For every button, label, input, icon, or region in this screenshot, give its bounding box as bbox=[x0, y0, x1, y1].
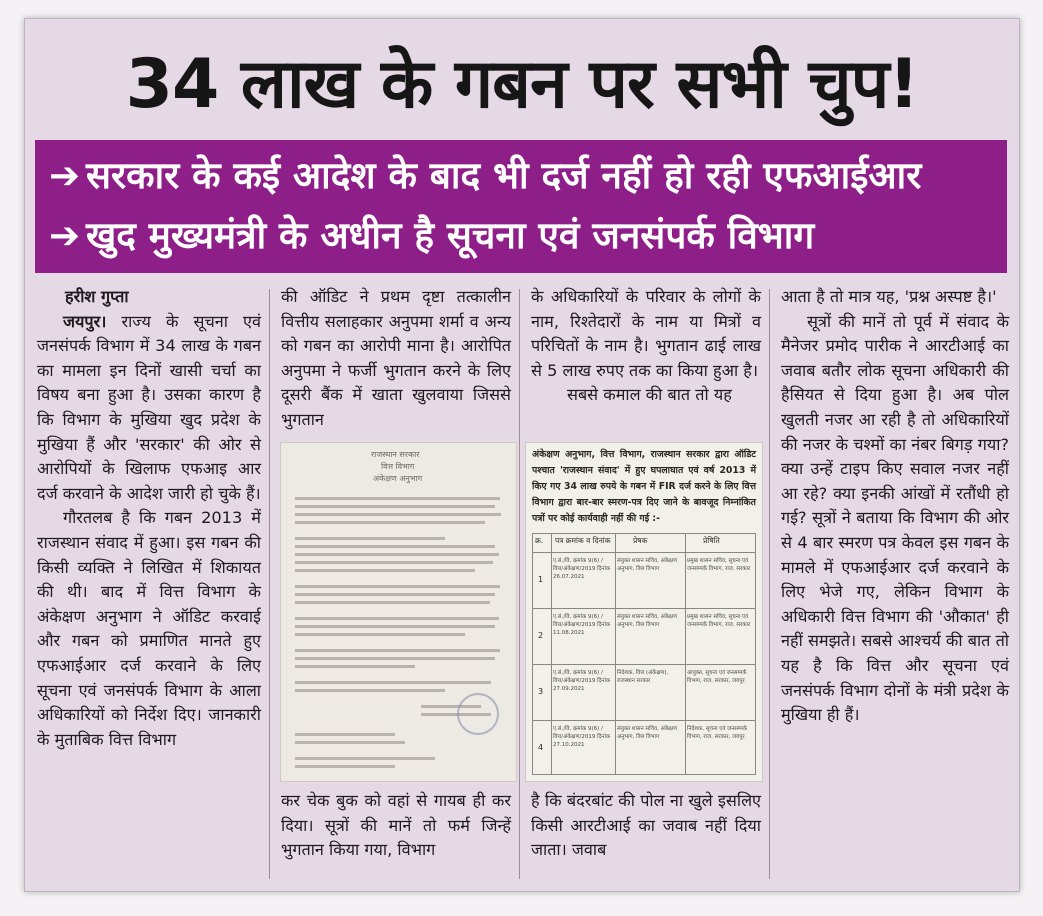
table-cell: निदेशक, सूचना एवं जनसम्पर्क विभाग, राज. सरकार, जयपुर bbox=[687, 726, 748, 740]
subheading-1 bbox=[49, 146, 921, 206]
article-column-4 bbox=[781, 285, 1009, 728]
article-column-1 bbox=[37, 285, 261, 752]
table-cell: प्रमुख शासन सचिव, सूचना एवं जनसम्पर्क विभाग, राज. सरकार bbox=[687, 558, 751, 572]
table-cell: 4 bbox=[538, 743, 544, 752]
dateline: जयपुर। bbox=[63, 311, 107, 331]
column-divider bbox=[269, 289, 270, 879]
column-divider bbox=[769, 289, 770, 879]
paragraph: कर चेक बुक को वहां से गायब ही कर दिया। सूत्रों की मानें तो फर्म जिन्हें भुगतान किया गया, विभाग bbox=[281, 791, 511, 860]
table-cell: 1 bbox=[538, 575, 544, 584]
article-column-2-top bbox=[281, 285, 511, 433]
table-cell: ए.सं./वि. क्रमांक 9(6) / वित्त/अंकेक्षण/2019 दिनांक 11.08.2021 bbox=[553, 614, 611, 636]
table-row bbox=[533, 664, 755, 696]
subheading-1-text: सरकार के कई आदेश के बाद भी दर्ज नहीं हो रही एफआईआर bbox=[86, 154, 922, 197]
letter-header-line: वित्त विभाग bbox=[381, 462, 415, 471]
table-intro: अंकेक्षण अनुभाग, वित्त विभाग, राजस्थान सरकार द्वारा ऑडिट पश्चात 'राजस्थान संवाद' में हुए घपलाघात एवं वर्ष 2013 में किए गए 34 लाख रुपये के गबन में FIR दर्ज करने के लिए वित्त विभाग द्वारा बार-बार स्मरण-पत्र दिए जाने के बावजूद निम्नांकित पत्रों पर कोई कार्यवाही नहीं की गई :- bbox=[532, 449, 756, 524]
table-cell: 3 bbox=[538, 687, 544, 696]
paragraph: सूत्रों की मानें तो पूर्व में संवाद के मैनेजर प्रमोद पारीक ने आरटीआई का जवाब बतौर लोक सूचना अधिकारी की हैसियत से दिया हुआ है। अब पोल खुलती नजर आ रही है तो अधिकारियों की नजर के चश्मों का नंबर बिगड़ गया? क्या उन्हें टाइप किए सवाल नजर नहीं आ रहे? क्या इनकी आंखों में रतौंधी हो गई? सूत्रों ने बताया कि विभाग की ओर से 4 बार स्मरण पत्र केवल इस गबन के मामले में एफआईआर दर्ज करवाने के लिए भेजे गए, लेकिन विभाग के अधिकारी वित्त विभाग की 'औकात' ही नहीं समझते। सबसे आश्चर्य की बात तो यह है कि वित्त और सूचना एवं जनसंपर्क विभाग दोनों के मंत्री प्रदेश के मुखिया ही हैं। bbox=[781, 311, 1009, 725]
subheading-banner bbox=[35, 140, 1007, 273]
paragraph: है कि बंदरबांट की पोल ना खुले इसलिए किसी आरटीआई का जवाब नहीं दिया जाता। जवाब bbox=[531, 791, 761, 860]
paragraph: राज्य के सूचना एवं जनसंपर्क विभाग में 34 लाख के गबन का मामला इन दिनों खासी चर्चा का विषय बना हुआ है। उसका कारण है कि विभाग के मुखिया खुद प्रदेश के मुखिया हैं और 'सरकार' की ओर से आरोपियों के खिलाफ एफआइ आर दर्ज करवाने के आदेश जारी हो चुके हैं। bbox=[37, 311, 261, 503]
letter-header-line: राजस्थान सरकार bbox=[371, 450, 420, 459]
table-cell: आयुक्त, सूचना एवं जनसम्पर्क विभाग, राज. सरकार, जयपुर bbox=[687, 670, 747, 684]
table-row bbox=[533, 552, 755, 584]
table-cell: ए.सं./वि. क्रमांक 9(6) / वित्त/अंकेक्षण/2019 दिनांक 26.07.2021 bbox=[553, 558, 611, 580]
scanned-audit-letter bbox=[280, 442, 517, 782]
subheading-2-text: खुद मुख्यमंत्री के अधीन है सूचना एवं जनसंपर्क विभाग bbox=[86, 214, 815, 257]
table-cell: 2 bbox=[538, 631, 544, 640]
table-cell: संयुक्त शासन सचिव, अंकेक्षण अनुभाग, वित्त विभाग bbox=[617, 726, 677, 740]
table-cell: निदेशक, वित्त (अंकेक्षण), राजस्थान सरकार bbox=[617, 670, 669, 684]
table-row bbox=[533, 720, 755, 752]
paragraph: आता है तो मात्र यह, 'प्रश्न अस्पष्ट है।' bbox=[781, 287, 997, 306]
table-cell: ए.सं./वि. क्रमांक 9(6) / वित्त/अंकेक्षण/2019 दिनांक 27.10.2021 bbox=[553, 726, 611, 748]
scanned-reminder-table bbox=[525, 442, 763, 782]
stamp-icon bbox=[457, 693, 499, 735]
paragraph: की ऑडिट ने प्रथम दृष्टा तत्कालीन वित्तीय सलाहकार अनुपमा शर्मा व अन्य को गबन का आरोपी माना है। आरोपित अनुपमा ने फर्जी भुगतान करने के लिए दूसरी बैंक में खाता खुलवाया जिससे भुगतान bbox=[281, 287, 511, 429]
paragraph: सबसे कमाल की बात तो यह bbox=[567, 385, 732, 405]
letter-header-line: अंकेक्षण अनुभाग bbox=[373, 474, 423, 483]
table-cell: संयुक्त शासन सचिव, अंकेक्षण अनुभाग, वित्त विभाग bbox=[617, 558, 677, 572]
subheading-2 bbox=[49, 206, 814, 266]
table-row bbox=[533, 608, 755, 640]
table-header: प्रेषिति bbox=[703, 536, 720, 545]
column-divider bbox=[519, 289, 520, 879]
table-header: प्रेषक bbox=[633, 536, 648, 545]
arrow-icon: ➔ bbox=[49, 154, 81, 197]
article-column-2-bottom bbox=[281, 789, 511, 863]
paragraph: गौरतलब है कि गबन 2013 में राजस्थान संवाद में हुआ। इस गबन की किसी व्यक्ति ने लिखित में शिकायत की थी। बाद में वित्त विभाग के अंकेक्षण अनुभाग ने ऑडिट करवाई और गबन को प्रमाणित मानते हुए एफआईआर दर्ज करवाने के लिए सूचना एवं जनसंपर्क विभाग के आला अधिकारियों को निर्देश दिए। जानकारी के मुताबिक वित्त विभाग bbox=[37, 508, 261, 749]
newspaper-clipping bbox=[24, 18, 1020, 892]
paragraph: के अधिकारियों के परिवार के लोगों के नाम, रिश्तेदारों के नाम या मित्रों व परिचितों के नाम है। भुगतान ढाई लाख से 5 लाख रुपए तक का किया हुआ है। bbox=[531, 287, 761, 380]
reminder-table bbox=[532, 533, 756, 775]
arrow-icon: ➔ bbox=[49, 214, 81, 257]
article-column-3-bottom bbox=[531, 789, 761, 863]
article-column-3-top bbox=[531, 285, 761, 408]
table-header: पत्र क्रमांक व दिनांक bbox=[555, 536, 611, 545]
headline: 34 लाख के गबन पर सभी चुप! bbox=[125, 45, 919, 124]
table-cell: संयुक्त शासन सचिव, अंकेक्षण अनुभाग, वित्त विभाग bbox=[617, 614, 677, 628]
table-cell: प्रमुख शासन सचिव, सूचना एवं जनसम्पर्क विभाग, राज. सरकार bbox=[687, 614, 751, 628]
byline: हरीश गुप्ता bbox=[65, 287, 129, 306]
table-header: क्र. bbox=[535, 536, 544, 545]
table-cell: ए.सं./वि. क्रमांक 9(6) / वित्त/अंकेक्षण/2019 दिनांक 27.09.2021 bbox=[553, 670, 611, 692]
